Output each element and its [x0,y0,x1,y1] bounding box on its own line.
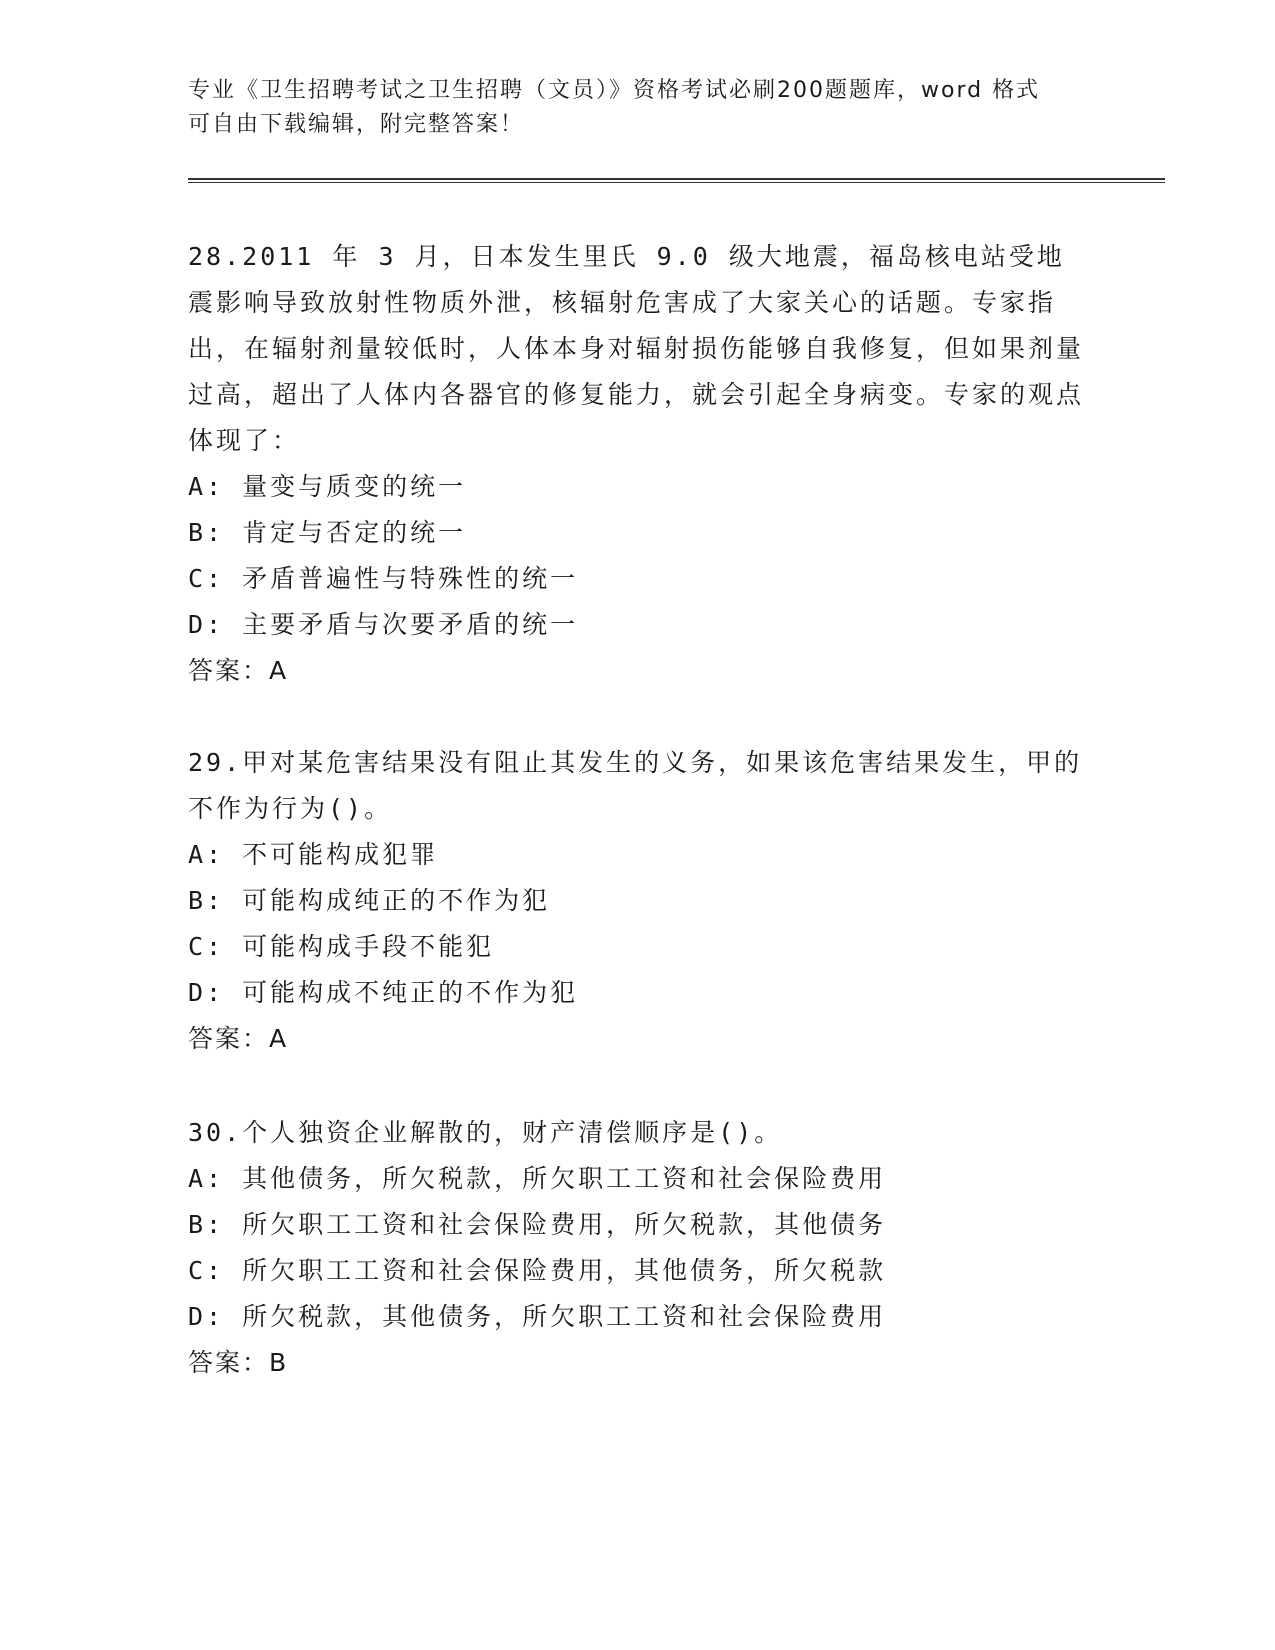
answer: 答案：A [188,656,289,685]
option-c: C: 所欠职工工资和社会保险费用，其他债务，所欠税款 [188,1256,887,1285]
header-divider [188,178,1165,183]
option-d: D: 所欠税款，其他债务，所欠职工工资和社会保险费用 [188,1302,887,1331]
option-b: B: 肯定与否定的统一 [188,518,467,547]
question-29 [188,740,1088,1062]
option-a: A: 量变与质变的统一 [188,472,467,501]
header-line-2: 可自由下载编辑，附完整答案！ [188,112,525,137]
answer: 答案：B [188,1348,289,1377]
document-header [188,74,1088,142]
question-stem: 28.2011 年 3 月，日本发生里氏 9.0 级大地震，福岛核电站受地震影响导致放射性物质外泄，核辐射危害成了大家关心的话题。专家指出，在辐射剂量较低时，人体本身对辐射损伤能够自我修复，但如果剂量过高，超出了人体内各器官的修复能力，就会引起全身病变。专家的观点体现了： [188,242,1085,455]
option-d: D: 可能构成不纯正的不作为犯 [188,978,579,1007]
option-c: C: 矛盾普遍性与特殊性的统一 [188,564,579,593]
question-stem: 29.甲对某危害结果没有阻止其发生的义务，如果该危害结果发生，甲的不作为行为()。 [188,748,1083,823]
header-line-1: 专业《卫生招聘考试之卫生招聘（文员）》资格考试必刷200题题库，word 格式 [188,78,1041,103]
question-stem: 30.个人独资企业解散的，财产清偿顺序是()。 [188,1118,783,1147]
option-d: D: 主要矛盾与次要矛盾的统一 [188,610,579,639]
answer: 答案：A [188,1024,289,1053]
question-30 [188,1110,1088,1386]
option-a: A: 不可能构成犯罪 [188,840,439,869]
question-28 [188,234,1088,694]
option-a: A: 其他债务，所欠税款，所欠职工工资和社会保险费用 [188,1164,887,1193]
option-b: B: 可能构成纯正的不作为犯 [188,886,551,915]
option-b: B: 所欠职工工资和社会保险费用，所欠税款，其他债务 [188,1210,887,1239]
option-c: C: 可能构成手段不能犯 [188,932,495,961]
